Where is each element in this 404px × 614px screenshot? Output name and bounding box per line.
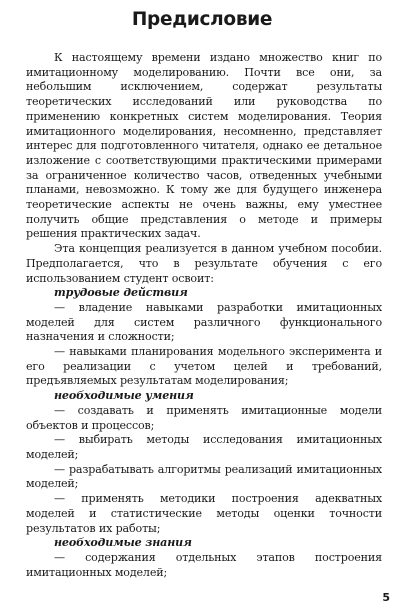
list-item: — навыками планирования модельного эксперимента и его реализации с учетом целей и требований, предъявляемых результатам моделирования; (26, 345, 382, 388)
paragraph-concept: Эта концепция реализуется в данном учебном пособии. Предполагается, что в результате обучения с его использованием студент освоит: (26, 242, 382, 285)
section-heading-required-skills: необходимые умения (54, 389, 194, 403)
list-item: — выбирать методы исследования имитационных моделей; (26, 433, 382, 461)
list-item: — владение навыками разработки имитационных моделей для систем различного функционального назначения и сложности; (26, 300, 382, 344)
page-title: Предисловие (131, 9, 273, 30)
list-item: — содержания отдельных этапов построения имитационных моделей; (26, 550, 382, 579)
list-item: — разрабатывать алгоритмы реализаций имитационных моделей; (26, 462, 382, 491)
section-heading-required-knowledge: необходимые знания (54, 536, 192, 550)
list-item: — создавать и применять имитационные модели объектов и процессов; (26, 403, 382, 432)
section-heading-labor-actions: трудовые действия (54, 286, 188, 300)
page-number: 5 (382, 591, 390, 604)
paragraph-intro: К настоящему времени издано множество книг по имитационному моделированию. Почти все они, за небольшим исключением, содержат результаты теоретических исследований или руководства по применению конкретных систем моделирования. Теория имитационного моделирования, несомненно, представляет интерес для подготовленного читателя, однако ее детальное изложение с соответствующими практическими примерами за ограниченное количество часов, отведенных учебными планами, невозможно. К тому же для будущего инженера теоретические аспекты не очень важны, ему уместнее получить общие представления о методе и примеры решения практических задач. (26, 51, 382, 241)
list-item: — применять методики построения адекватных моделей и статистические методы оценки точности результатов их работы; (26, 492, 382, 535)
page-body (26, 51, 382, 580)
